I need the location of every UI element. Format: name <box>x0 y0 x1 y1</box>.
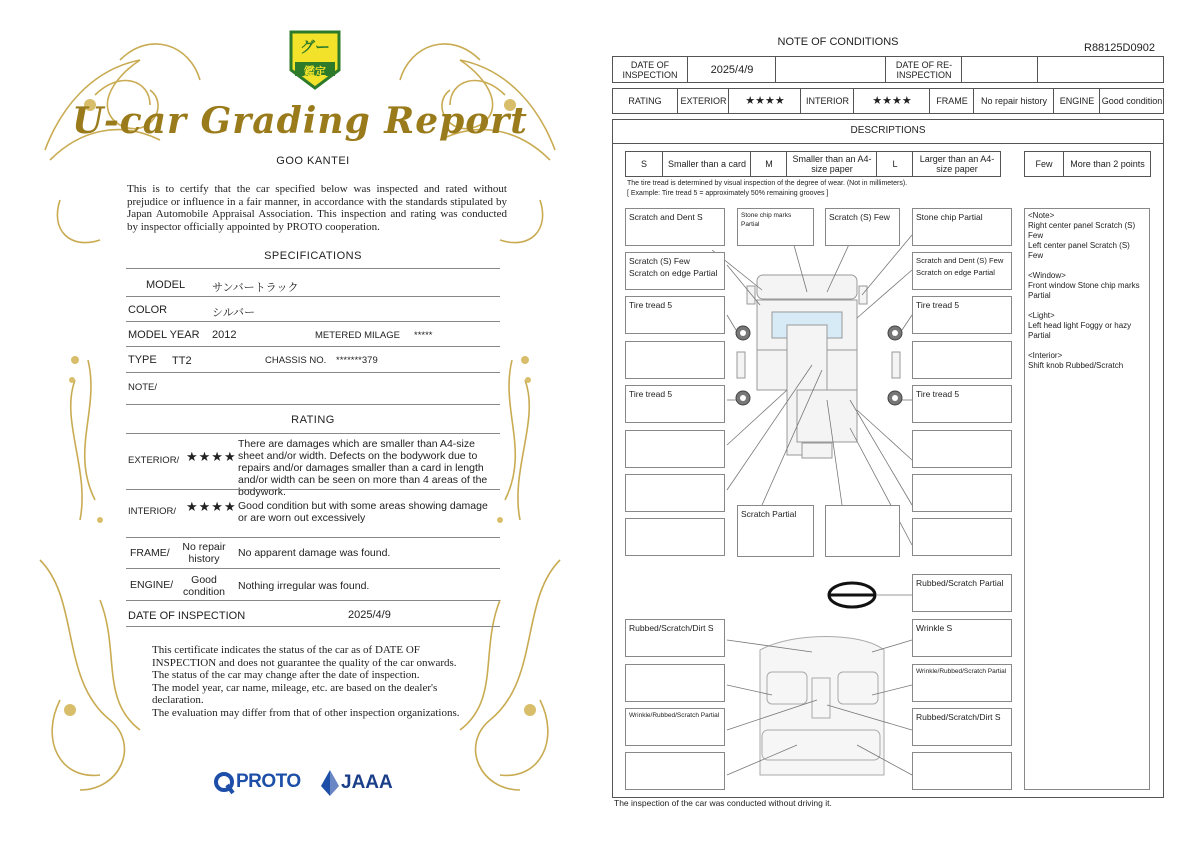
condition-box <box>912 430 1012 468</box>
date-reinspection-value <box>961 57 1038 82</box>
condition-box: Rubbed/Scratch/Dirt S <box>625 619 725 657</box>
engine-value: Good condition <box>1099 89 1164 113</box>
condition-box: Tire tread 5 <box>912 385 1012 423</box>
condition-box: Scratch (S) Few Scratch on edge Partial <box>625 252 725 290</box>
rating-label: RATING <box>628 96 662 106</box>
footnote-line: The model year, car name, mileage, etc. are based on the dealer's <box>152 681 438 694</box>
legend-s-desc: Smaller than a card <box>662 152 751 176</box>
frame-description: No apparent damage was found. <box>238 547 391 559</box>
condition-box: Tire tread 5 <box>625 385 725 423</box>
legend-m-desc: Smaller than an A4-size paper <box>786 152 877 176</box>
model-label: MODEL <box>146 279 186 291</box>
condition-box: Scratch and Dent (S) Few Scratch on edge Partial <box>912 252 1012 290</box>
frame-value: No repair history <box>973 89 1054 113</box>
condition-box <box>912 752 1012 790</box>
legend-few-desc: More than 2 points <box>1063 152 1151 176</box>
condition-box: Scratch (S) Few <box>825 208 900 246</box>
exterior-label: EXTERIOR <box>677 89 729 113</box>
exterior-label: EXTERIOR/ <box>128 455 180 466</box>
condition-box: Scratch and Dent S <box>625 208 725 246</box>
jaaa-emblem-icon <box>319 768 341 798</box>
document-id: R88125D0902 <box>1084 42 1155 54</box>
legend-s: S <box>640 159 647 169</box>
condition-box: Rubbed/Scratch Partial <box>912 574 1012 612</box>
engine-label: ENGINE <box>1053 89 1100 113</box>
jaaa-logo-text: JAAA <box>341 772 393 793</box>
report-title: U-car Grading Report <box>72 100 528 142</box>
color-value: シルバー <box>212 307 255 319</box>
condition-box <box>625 664 725 702</box>
condition-box <box>625 341 725 379</box>
exterior-description: There are damages which are smaller than A4-size sheet and/or width. Defects on the bodywork due to repairs and/or damages smaller than a card in length and/or width can be seen on more than 4 areas of the bodywork. <box>238 438 488 498</box>
interior-label: INTERIOR/ <box>128 506 177 517</box>
condition-box <box>625 430 725 468</box>
exterior-stars: ★★★★ <box>186 449 237 464</box>
model-year-value: 2012 <box>212 329 237 341</box>
descriptions-heading: DESCRIPTIONS <box>612 119 1164 144</box>
date-value: 2025/4/9 <box>348 609 391 621</box>
frame-label: FRAME/ <box>130 547 170 559</box>
date-reinspection-label: DATE OF RE-INSPECTION <box>885 57 962 82</box>
few-legend <box>1024 151 1151 177</box>
condition-box <box>625 752 725 790</box>
condition-box: Stone chip marks Partial <box>737 208 814 246</box>
cabin-interior-icon <box>760 637 884 776</box>
model-year-label: MODEL YEAR <box>128 329 200 341</box>
report-subtitle: GOO KANTEI <box>276 155 350 167</box>
legend-few: Few <box>1035 159 1053 169</box>
badge-top-text: グー <box>299 39 330 56</box>
chassis-value: *******379 <box>336 355 378 366</box>
rating-heading: RATING <box>291 414 335 426</box>
footnote-line: The status of the car may change after the date of inspection. <box>152 669 420 682</box>
proto-logo-text: PROTO <box>236 771 301 792</box>
condition-box: Tire tread 5 <box>625 296 725 334</box>
condition-box: Wrinkle/Rubbed/Scratch Partial <box>912 664 1012 702</box>
rating-table <box>612 88 1164 114</box>
date-empty-cell <box>775 57 886 82</box>
spec-heading: SPECIFICATIONS <box>264 250 362 262</box>
date-inspection-label: DATE OF INSPECTION <box>622 59 678 80</box>
condition-box <box>625 474 725 512</box>
footnote-line: This certificate indicates the status of the car as of DATE OF <box>152 644 420 656</box>
date-empty-cell-2 <box>1037 57 1164 82</box>
steering-wheel-icon <box>829 583 875 607</box>
certify-paragraph: This is to certify that the car specified below was inspected and rated without prejudice or influence in a fair manner, in accordance with the standards stipulated by Japan Automobile Appraisal Association. This inspection and rating was conducted by inspector officially appointed by PROTO cooperation. <box>127 183 507 233</box>
frame-value: No repair history <box>182 541 226 565</box>
condition-box: Wrinkle S <box>912 619 1012 657</box>
condition-box: Tire tread 5 <box>912 296 1012 334</box>
type-label: TYPE <box>128 354 157 366</box>
legend-m: M <box>750 152 787 176</box>
date-inspection-value: 2025/4/9 <box>687 57 776 82</box>
date-table <box>612 56 1164 83</box>
condition-box <box>912 518 1012 556</box>
condition-box: Rubbed/Scratch/Dirt S <box>912 708 1012 746</box>
interior-description: Good condition but with some areas showing damage or are worn out excessively <box>238 500 488 524</box>
legend-l-desc: Larger than an A4-size paper <box>912 152 1001 176</box>
condition-box: Wrinkle/Rubbed/Scratch Partial <box>625 708 725 746</box>
milage-label: METERED MILAGE <box>315 330 400 341</box>
engine-label: ENGINE/ <box>130 579 174 591</box>
badge-main-text: 鑑定 <box>304 66 326 78</box>
engine-description: Nothing irregular was found. <box>238 580 370 592</box>
interior-stars: ★★★★ <box>853 89 930 113</box>
condition-box <box>912 341 1012 379</box>
frame-label: FRAME <box>929 89 974 113</box>
interior-label: INTERIOR <box>800 89 854 113</box>
note-label: NOTE/ <box>128 382 158 393</box>
legend-l: L <box>876 152 913 176</box>
model-value: サンバートラック <box>212 282 299 294</box>
condition-box: Stone chip Partial <box>912 208 1012 246</box>
inspection-footer: The inspection of the car was conducted without driving it. <box>614 798 832 808</box>
date-label: DATE OF INSPECTION <box>128 610 246 622</box>
chassis-label: CHASSIS NO. <box>265 355 327 366</box>
condition-box <box>825 505 900 557</box>
footnote-line: INSPECTION and does not guarantee the quality of the car onwards. <box>152 656 457 669</box>
tire-note-1: The tire tread is determined by visual inspection of the degree of wear. (Not in millimeters). <box>627 180 908 187</box>
notes-panel: <Note> Right center panel Scratch (S) Few Left center panel Scratch (S) Few <Window> Front window Stone chip marks Partial <Light> Left head light Foggy or hazy Partial <Interior> Shift knob Rubbed/Scratch <box>1024 208 1150 790</box>
proto-q-icon <box>213 771 235 795</box>
condition-box <box>912 474 1012 512</box>
noc-title: NOTE OF CONDITIONS <box>777 36 899 48</box>
tire-note-2: [ Example: Tire tread 5 = approximately 50% remaining grooves ] <box>627 190 829 197</box>
exterior-stars: ★★★★ <box>728 89 801 113</box>
milage-value: ***** <box>414 330 433 341</box>
interior-stars: ★★★★ <box>186 499 237 514</box>
truck-top-view-icon <box>737 275 900 458</box>
type-value: TT2 <box>172 355 192 367</box>
footnote-line: The evaluation may differ from that of other inspection organizations. <box>152 706 460 719</box>
certificate-footnote <box>152 644 482 720</box>
goo-kantei-badge <box>287 28 343 92</box>
color-label: COLOR <box>128 304 168 316</box>
size-legend <box>625 151 1001 177</box>
condition-box: Scratch Partial <box>737 505 814 557</box>
condition-box <box>625 518 725 556</box>
footnote-line: declaration. <box>152 694 204 707</box>
engine-value: Good condition <box>182 574 226 598</box>
